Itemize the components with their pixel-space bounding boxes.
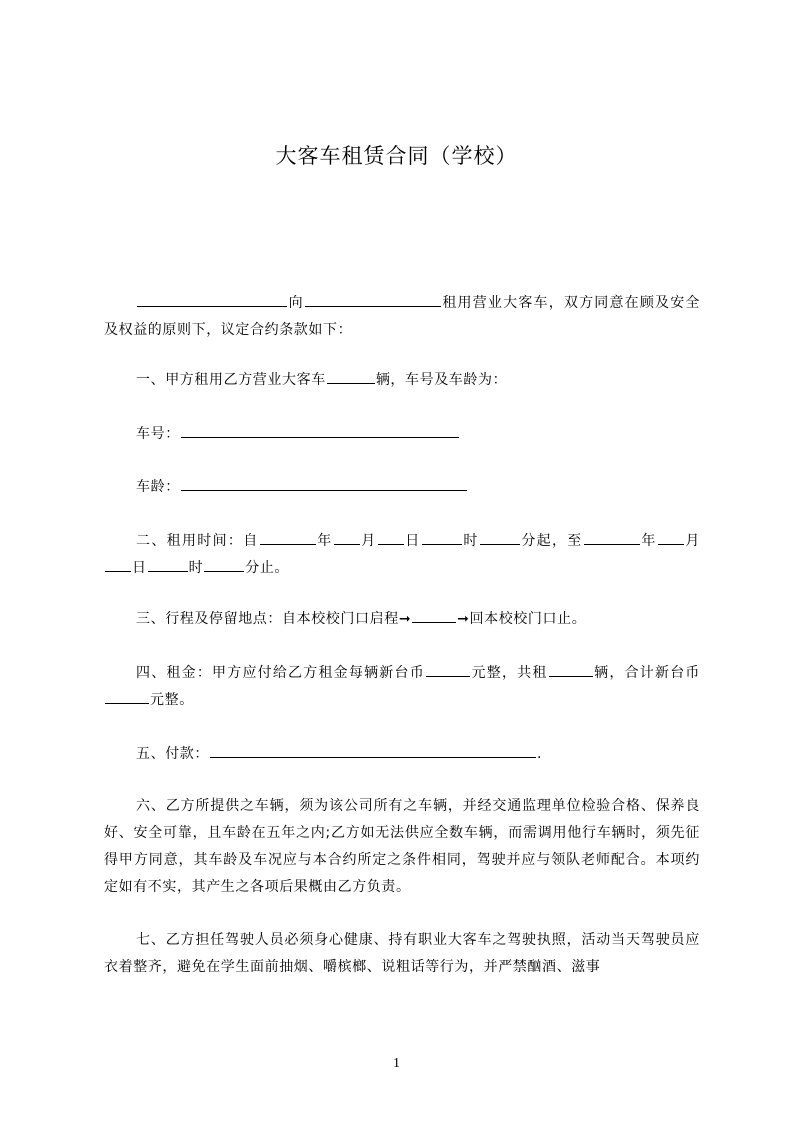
- vehicle-age-line: [104, 474, 700, 501]
- intro-rest-text: 租用营业大客车，双方同意在顾及安全及权益的原则下，议定合约条款如下：: [104, 295, 700, 338]
- vehicle-number-label: 车号：: [136, 426, 180, 442]
- start-month-blank[interactable]: [334, 529, 360, 545]
- route-blank[interactable]: [412, 607, 456, 623]
- vehicle-age-blank[interactable]: [181, 475, 467, 491]
- clause-4: [104, 660, 700, 714]
- end-day-blank[interactable]: [105, 556, 131, 572]
- clause-3: [104, 606, 700, 633]
- clause-1-text-b: 辆，车号及车龄为：: [375, 372, 508, 388]
- arrow-right-icon: ➞: [398, 611, 412, 627]
- vehicle-number-blank[interactable]: [181, 422, 459, 438]
- clause-5: [104, 741, 700, 768]
- year-label: 年: [640, 533, 657, 549]
- clause-7: 七、乙方担任驾驶人员必须身心健康、持有职业大客车之驾驶执照，活动当天驾驶员应衣着整齐，避免在学生面前抽烟、嚼槟榔、说粗话等行为，并严禁酗酒、滋事: [104, 932, 700, 975]
- vehicle-count-blank[interactable]: [327, 368, 375, 384]
- month-label: 月: [684, 533, 700, 549]
- month-label: 月: [360, 533, 377, 549]
- end-hour-blank[interactable]: [148, 556, 188, 572]
- party-a-blank[interactable]: [137, 291, 287, 307]
- end-month-blank[interactable]: [658, 529, 684, 545]
- clause-1-text-a: 一、甲方租用乙方营业大客车: [136, 372, 326, 388]
- document-title: 大客车租赁合同（学校）: [275, 144, 518, 168]
- clause-2-prefix: 二、租用时间：自: [136, 533, 259, 549]
- party-b-blank[interactable]: [305, 291, 441, 307]
- rent-vehicle-count-blank[interactable]: [549, 661, 593, 677]
- start-year-blank[interactable]: [260, 529, 316, 545]
- intro-to-text: 向: [288, 295, 304, 311]
- year-label: 年: [316, 533, 333, 549]
- end-minute-blank[interactable]: [204, 556, 244, 572]
- vehicle-age-label: 车龄：: [136, 479, 180, 495]
- clause-6: 六、乙方所提供之车辆，须为该公司所有之车辆，并经交通监理单位检验合格、保养良好、安全可靠，且车龄在五年之内;乙方如无法供应全数车辆，而需调用他行车辆时，须先征得甲方同意，其车龄及车况应与本合约所定之条件相同，驾驶并应与领队老师配合。本项约定如有不实，其产生之各项后果概由乙方负责。: [104, 798, 700, 895]
- payment-blank[interactable]: [210, 742, 536, 758]
- clause-4-prefix: 四、租金：甲方应付给乙方租金每辆新台币: [136, 665, 425, 681]
- clause-3-prefix: 三、行程及停留地点：自本校校门口启程: [136, 611, 399, 627]
- clause-1: [104, 367, 700, 394]
- arrow-right-icon: ➞: [457, 611, 470, 627]
- page-number: 1: [393, 1056, 400, 1071]
- clause-3-suffix: 回本校校门口止。: [469, 611, 587, 627]
- minute-from-label: 分起，至: [520, 533, 583, 549]
- rent-per-vehicle-blank[interactable]: [426, 661, 470, 677]
- end-year-blank[interactable]: [584, 529, 640, 545]
- intro-paragraph: [104, 290, 700, 344]
- hour-label: 时: [462, 533, 479, 549]
- start-day-blank[interactable]: [378, 529, 404, 545]
- vehicle-number-line: [104, 421, 700, 448]
- day-label: 日: [132, 560, 147, 576]
- hour-label: 时: [188, 560, 204, 576]
- day-label: 日: [404, 533, 421, 549]
- clause-2: [104, 528, 700, 582]
- clause-4-mid-b: 辆，合计新台币: [593, 665, 701, 681]
- start-minute-blank[interactable]: [480, 529, 520, 545]
- start-hour-blank[interactable]: [422, 529, 462, 545]
- rent-total-blank[interactable]: [105, 688, 149, 704]
- clause-5-label: 五、付款：: [136, 746, 209, 762]
- clause-5-end: .: [537, 746, 543, 762]
- minute-end-label: 分止。: [245, 560, 290, 576]
- clause-4-suffix: 元整。: [150, 692, 194, 708]
- clause-4-mid-a: 元整，共租: [470, 665, 548, 681]
